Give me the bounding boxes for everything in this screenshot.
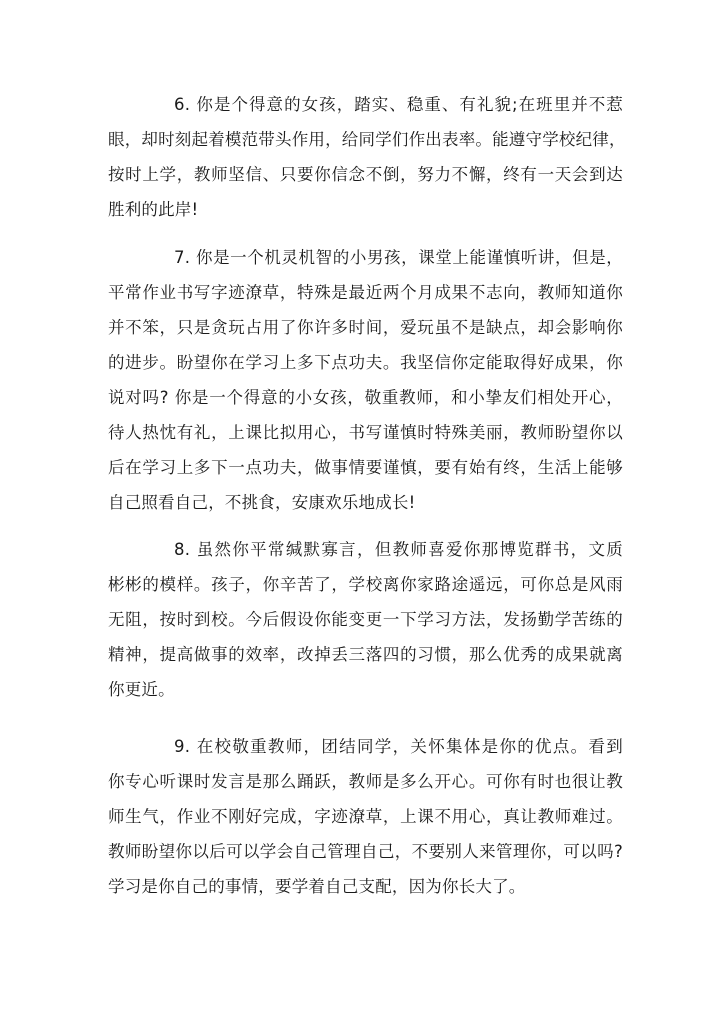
paragraph-line: 精神，提高做事的效率，改掉丢三落四的习惯，那么优秀的成果就离 xyxy=(108,645,623,664)
paragraph-line: 你更近。 xyxy=(108,680,175,699)
paragraph-line: 师生气，作业不刚好完成，字迹潦草，上课不用心，真让教师难过。 xyxy=(108,807,623,826)
paragraph-line: 9. 在校敬重教师，团结同学，关怀集体是你的优点。看到 xyxy=(174,737,623,756)
paragraph-line: 按时上学，教师坚信、只要你信念不倒，努力不懈，终有一天会到达 xyxy=(108,165,623,184)
paragraph-line: 7. 你是一个机灵机智的小男孩，课堂上能谨慎听讲，但是， xyxy=(174,248,623,267)
paragraph-8 xyxy=(108,532,623,707)
paragraph-9 xyxy=(108,729,623,904)
paragraph-line: 说对吗? 你是一个得意的小女孩，敬重教师，和小挚友们相处开心， xyxy=(108,388,623,407)
paragraph-line: 自己照看自己，不挑食，安康欢乐地成长! xyxy=(108,493,416,512)
paragraph-line: 彬彬的模样。孩子，你辛苦了，学校离你家路途遥远，可你总是风雨 xyxy=(108,575,623,594)
paragraph-line: 平常作业书写字迹潦草，特殊是最近两个月成果不志向，教师知道你 xyxy=(108,283,623,302)
paragraph-line: 眼，却时刻起着模范带头作用，给同学们作出表率。能遵守学校纪律， xyxy=(108,130,626,149)
paragraph-line: 你专心听课时发言是那么踊跃，教师是多么开心。可你有时也很让教 xyxy=(108,772,623,791)
paragraph-line: 胜利的此岸! xyxy=(108,200,199,219)
paragraph-line: 学习是你自己的事情，要学着自己支配，因为你长大了。 xyxy=(108,877,526,896)
paragraph-7 xyxy=(108,240,623,520)
paragraph-line: 6. 你是个得意的女孩，踏实、稳重、有礼貌;在班里并不惹 xyxy=(174,95,623,114)
paragraph-6 xyxy=(108,87,626,227)
paragraph-line: 无阻，按时到校。今后假设你能变更一下学习方法，发扬勤学苦练的 xyxy=(108,610,623,629)
paragraph-line: 后在学习上多下一点功夫，做事情要谨慎，要有始有终，生活上能够 xyxy=(108,458,623,477)
paragraph-line: 并不笨，只是贪玩占用了你许多时间，爱玩虽不是缺点，却会影响你 xyxy=(108,318,623,337)
paragraph-line: 教师盼望你以后可以学会自己管理自己，不要别人来管理你，可以吗? xyxy=(108,842,623,861)
paragraph-line: 的进步。盼望你在学习上多下点功夫。我坚信你定能取得好成果，你 xyxy=(108,353,623,372)
paragraph-line: 8. 虽然你平常缄默寡言，但教师喜爱你那博览群书，文质 xyxy=(174,540,623,559)
paragraph-line: 待人热忱有礼，上课比拟用心，书写谨慎时特殊美丽，教师盼望你以 xyxy=(108,423,623,442)
